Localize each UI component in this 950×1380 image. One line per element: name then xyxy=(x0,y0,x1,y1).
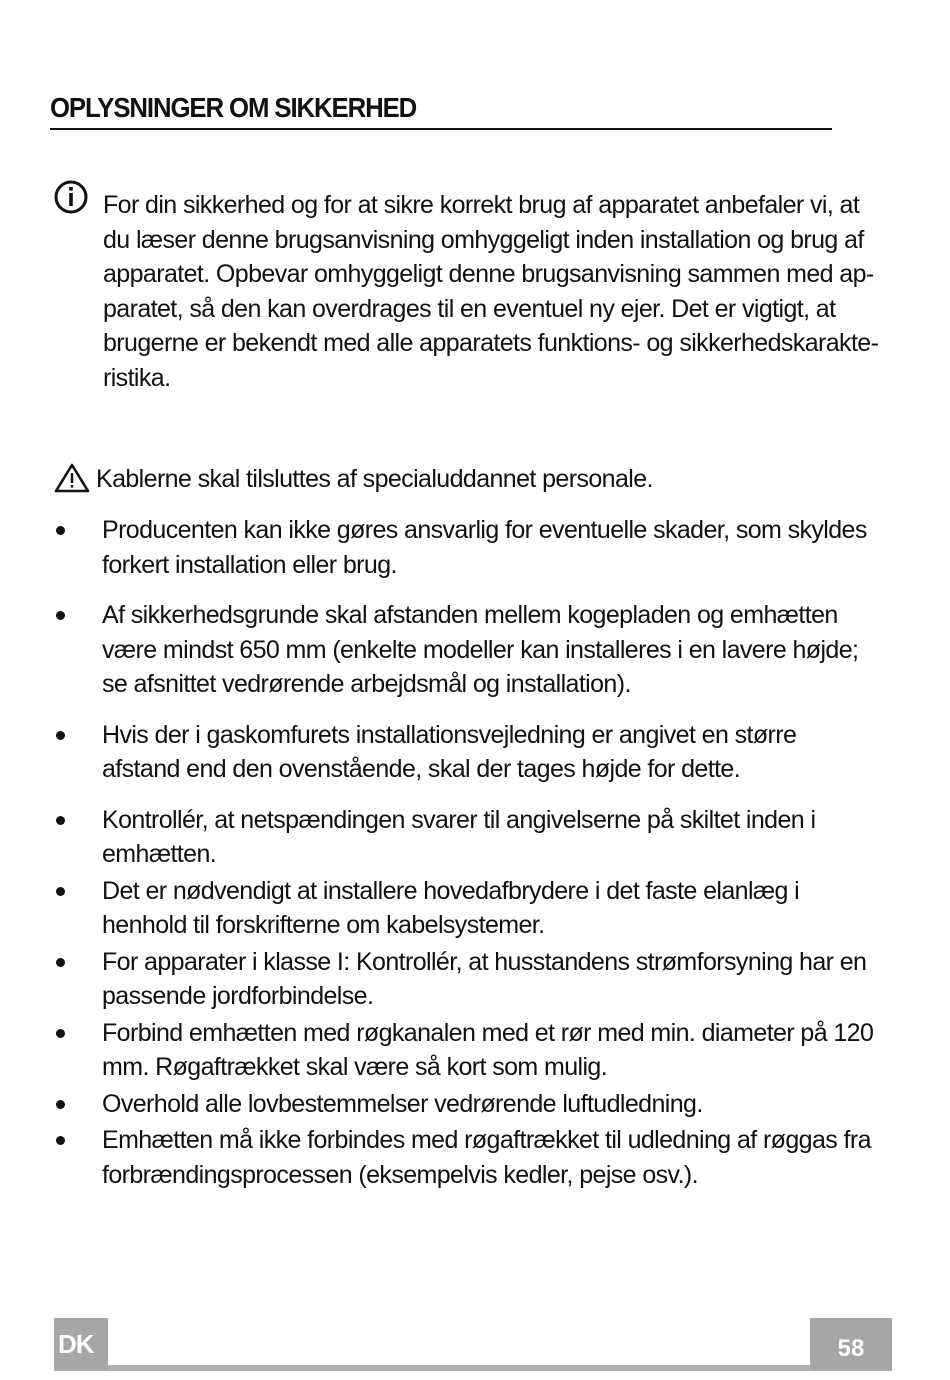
safety-bullet-list xyxy=(54,513,894,1192)
list-item xyxy=(54,513,894,582)
bullet-line: Det er nødvendigt at installere hovedafbrydere i det faste elanlæg i xyxy=(102,876,800,905)
page-title-text: OPLYSNINGER OM SIKKERHED xyxy=(50,92,417,123)
info-paragraph xyxy=(103,188,893,395)
bullet-line: Emhætten må ikke forbindes med røgaftrækket til udledning af røggas fra xyxy=(102,1126,871,1154)
page-title xyxy=(50,88,832,130)
bullet-line: mm. Røgaftrækket skal være så kort som mulig. xyxy=(102,1053,608,1081)
bullet-dot xyxy=(56,1100,65,1109)
list-item xyxy=(54,1123,894,1192)
list-item xyxy=(54,1016,894,1085)
list-item xyxy=(54,945,894,1014)
info-line: For din sikkerhed og for at sikre korrekt brug af apparatet anbefaler vi, at xyxy=(103,191,860,219)
bullet-dot xyxy=(56,1136,65,1145)
bullet-line: afstand end den ovenstående, skal der tages højde for dette. xyxy=(102,755,741,783)
info-circle-icon xyxy=(54,180,88,214)
bullet-line: henhold til forskrifterne om kabelsystemer. xyxy=(102,911,545,939)
bullet-dot xyxy=(56,887,65,896)
info-line: brugerne er bekendt med alle apparatets funktions- og sikkerhedskarakte- xyxy=(103,329,879,357)
footer-page-number: 58 xyxy=(810,1318,892,1370)
bullet-dot xyxy=(56,958,65,967)
bullet-dot xyxy=(56,611,65,620)
footer-rule xyxy=(54,1365,892,1371)
bullet-line: passende jordforbindelse. xyxy=(102,982,374,1010)
bullet-line: se afsnittet vedrørende arbejdsmål og installation). xyxy=(102,670,631,698)
list-item xyxy=(54,1087,894,1122)
bullet-dot xyxy=(56,731,65,740)
bullet-line: emhætten. xyxy=(102,840,217,868)
bullet-dot xyxy=(56,816,65,825)
info-line: apparatet. Opbevar omhyggeligt denne brugsanvisning sammen med ap- xyxy=(103,260,874,288)
warning-triangle-icon xyxy=(54,462,90,494)
bullet-line: Overhold alle lovbestemmelser vedrørende luftudledning. xyxy=(102,1089,703,1118)
bullet-line: Kontrollér, at netspændingen svarer til angivelserne på skiltet inden i xyxy=(102,805,816,834)
info-line: ristika. xyxy=(103,363,171,392)
info-line: paratet, så den kan overdrages til en eventuel ny ejer. Det er vigtigt, at xyxy=(103,294,836,323)
list-item xyxy=(54,718,894,787)
bullet-dot xyxy=(56,1029,65,1038)
bullet-line: Forbind emhætten med røgkanalen med et rør med min. diameter på 120 xyxy=(102,1018,874,1047)
bullet-line: forbrændingsprocessen (eksempelvis kedler, pejse osv.). xyxy=(102,1160,698,1189)
bullet-line: For apparater i klasse I: Kontrollér, at husstandens strømforsyning har en xyxy=(102,947,867,976)
list-item xyxy=(54,874,894,943)
bullet-line: Producenten kan ikke gøres ansvarlig for eventuelle skader, som skyldes xyxy=(102,516,867,544)
warning-text: Kablerne skal tilsluttes af specialuddannet personale. xyxy=(96,465,653,493)
bullet-line: Af sikkerhedsgrunde skal afstanden mellem kogepladen og emhætten xyxy=(102,601,838,629)
footer-language-tab: DK xyxy=(54,1318,108,1370)
list-item xyxy=(54,598,894,702)
bullet-line: forkert installation eller brug. xyxy=(102,550,397,579)
bullet-line: være mindst 650 mm (enkelte modeller kan installeres i en lavere højde; xyxy=(102,635,859,664)
list-item xyxy=(54,803,894,872)
bullet-dot xyxy=(56,526,65,535)
bullet-line: Hvis der i gaskomfurets installationsvejledning er angivet en større xyxy=(102,720,797,749)
info-line: du læser denne brugsanvisning omhyggeligt inden installation og brug af xyxy=(103,225,864,254)
